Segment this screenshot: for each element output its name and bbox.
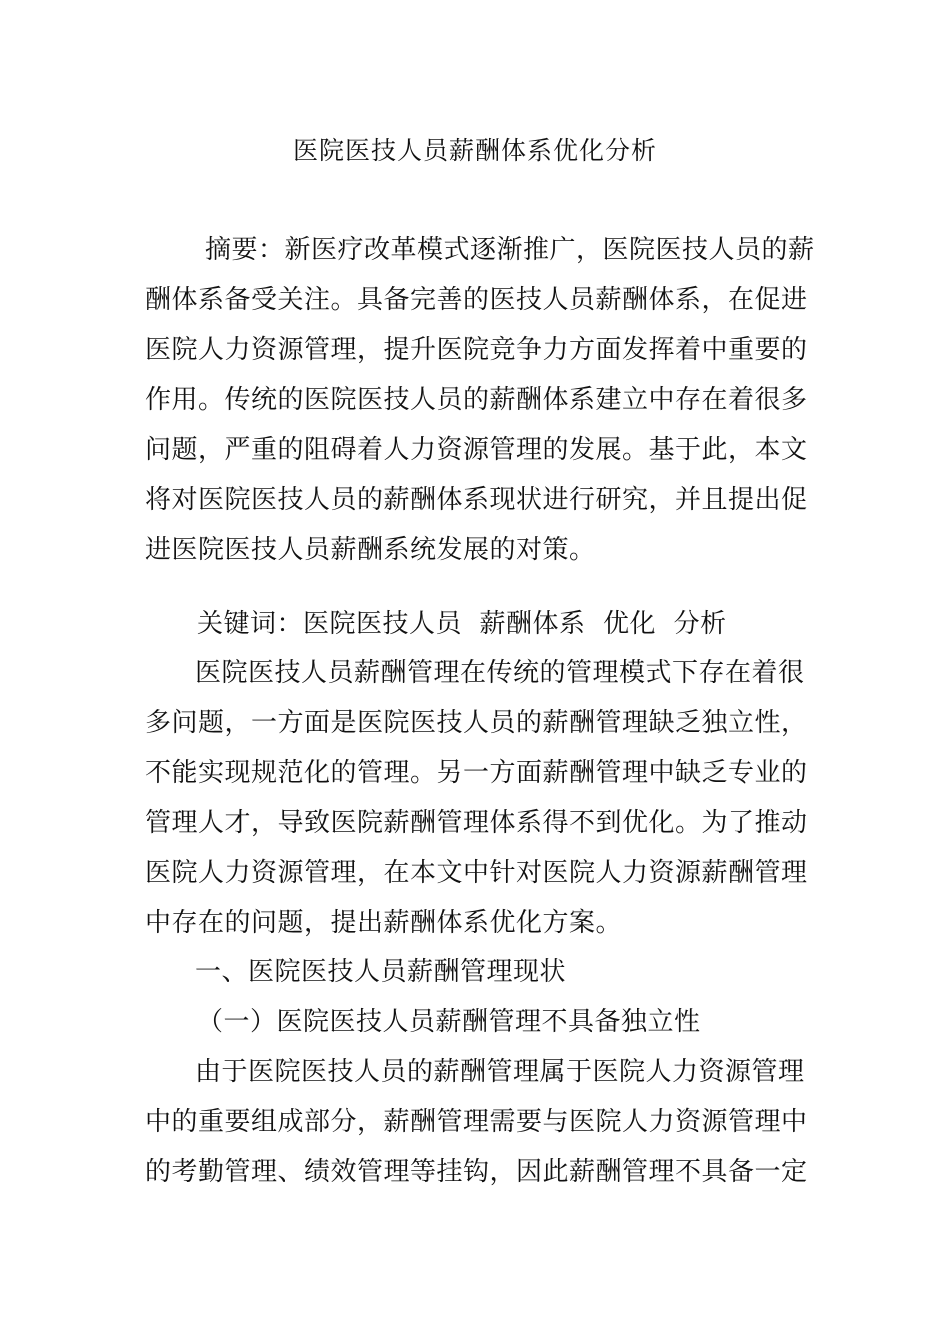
intro-line: 多问题，一方面是医院医技人员的薪酬管理缺乏独立性，	[145, 708, 808, 738]
body-paragraph	[145, 1047, 808, 1197]
section-heading	[145, 947, 795, 997]
page-title: 医院医技人员薪酬体系优化分析	[292, 136, 657, 165]
section-heading-text: 一、医院医技人员薪酬管理现状	[195, 957, 567, 987]
keywords-paragraph	[145, 599, 795, 649]
abstract-line: 摘要：新医疗改革模式逐渐推广，医院医技人员的薪	[205, 235, 815, 265]
intro-line: 管理人才，导致医院薪酬管理体系得不到优化。为了推动	[145, 808, 808, 838]
body-line: 的考勤管理、绩效管理等挂钩，因此薪酬管理不具备一定	[145, 1157, 808, 1187]
abstract-paragraph	[145, 225, 815, 575]
abstract-line: 进医院医技人员薪酬系统发展的对策。	[145, 535, 596, 565]
body-line: 由于医院医技人员的薪酬管理属于医院人力资源管理	[195, 1057, 805, 1087]
intro-line: 不能实现规范化的管理。另一方面薪酬管理中缺乏专业的	[145, 758, 808, 788]
abstract-line: 医院人力资源管理，提升医院竞争力方面发挥着中重要的	[145, 335, 808, 365]
subsection-heading	[145, 997, 795, 1047]
body-line: 中的重要组成部分，薪酬管理需要与医院人力资源管理中	[145, 1107, 808, 1137]
abstract-line: 作用。传统的医院医技人员的薪酬体系建立中存在着很多	[145, 385, 808, 415]
abstract-line: 酬体系备受关注。具备完善的医技人员薪酬体系，在促进	[145, 285, 808, 315]
intro-paragraph	[145, 648, 808, 948]
abstract-line: 将对医院医技人员的薪酬体系现状进行研究，并且提出促	[145, 485, 808, 515]
intro-line: 医院人力资源管理，在本文中针对医院人力资源薪酬管理	[145, 858, 808, 888]
intro-line: 中存在的问题，提出薪酬体系优化方案。	[145, 908, 623, 938]
abstract-line: 问题，严重的阻碍着人力资源管理的发展。基于此，本文	[145, 435, 808, 465]
keywords-line: 关键词：医院医技人员 薪酬体系 优化 分析	[197, 609, 727, 639]
intro-line: 医院医技人员薪酬管理在传统的管理模式下存在着很	[195, 658, 805, 688]
subsection-heading-text: （一）医院医技人员薪酬管理不具备独立性	[197, 1007, 701, 1037]
